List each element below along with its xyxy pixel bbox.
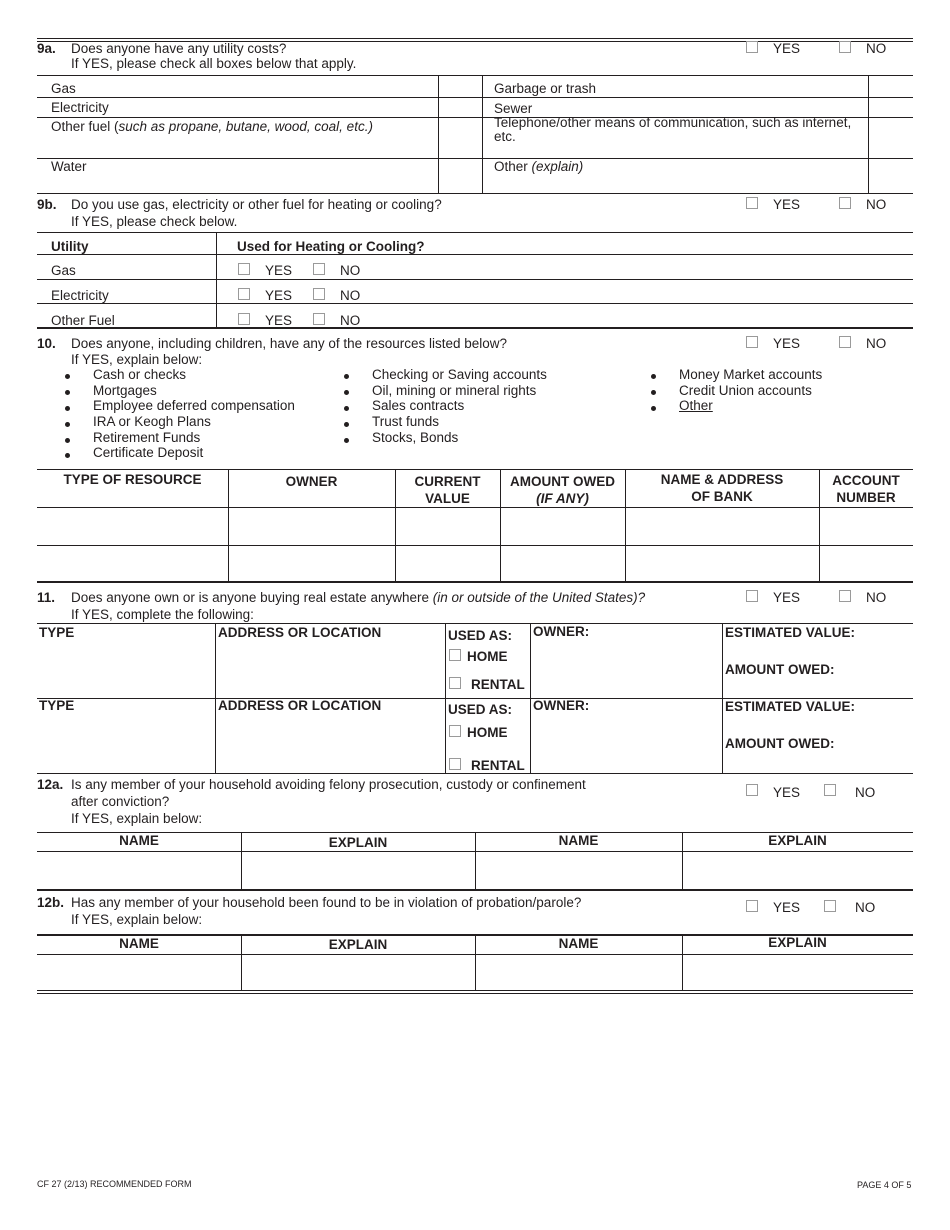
q9b-col-utility: Utility: [51, 239, 89, 254]
q11-row1-address: ADDRESS OR LOCATION: [218, 625, 382, 640]
q12b-no-label: NO: [855, 900, 876, 915]
q12a-no-checkbox[interactable]: [824, 784, 836, 796]
q9a-table-bottom: [37, 193, 913, 194]
q12a-header-name-1: NAME: [119, 833, 159, 848]
q9b-gas-no-label: NO: [340, 263, 361, 278]
q10-question: Does anyone, including children, have any of the resources listed below?: [71, 336, 508, 351]
q11-row2-amount-owed: AMOUNT OWED:: [725, 736, 835, 751]
q9a-no-label: NO: [866, 41, 887, 56]
q9b-other-fuel-yes-label: YES: [265, 313, 293, 328]
q12b-header-name-1: NAME: [119, 936, 159, 951]
q9b-electricity-no-label: NO: [340, 288, 361, 303]
q10-resource-oil: Oil, mining or mineral rights: [372, 383, 537, 398]
q12b-number: 12b.: [37, 895, 65, 910]
q10-header-amount-owed: AMOUNT OWED: [510, 474, 615, 489]
q9b-gas-yes-label: YES: [265, 263, 293, 278]
q9b-no-checkbox[interactable]: [839, 197, 851, 209]
q11-question: [71, 590, 645, 605]
q10-resource-other: Other: [679, 398, 713, 413]
q11-row2-home-checkbox[interactable]: [449, 725, 461, 737]
q11-row1-home-checkbox[interactable]: [449, 649, 461, 661]
q9b-instruction: If YES, please check below.: [71, 214, 238, 229]
q11-row1-owner: OWNER:: [533, 624, 590, 639]
q10-header-if-any: (IF ANY): [536, 491, 589, 506]
q9a-other-label: Other: [494, 159, 532, 174]
bullet: [651, 390, 656, 395]
q10-resource-cd: Certificate Deposit: [93, 445, 204, 460]
q12b-yes-checkbox[interactable]: [746, 900, 758, 912]
q11-yes-label: YES: [773, 590, 801, 605]
q12a-table-row[interactable]: [38, 852, 913, 888]
bullet: [344, 406, 349, 411]
q11-row1-rental-label: RENTAL: [471, 677, 525, 692]
q12a-header-explain-2: EXPLAIN: [768, 833, 827, 848]
q9a-left-checkbox-column[interactable]: [439, 76, 482, 193]
q9b-no-label: NO: [866, 197, 887, 212]
q10-header-value: VALUE: [425, 491, 470, 506]
q10-resource-money-market: Money Market accounts: [679, 367, 823, 382]
bullet: [65, 422, 70, 427]
q10-resource-ira: IRA or Keogh Plans: [93, 414, 211, 429]
footer-form-id: CF 27 (2/13) RECOMMENDED FORM: [37, 1179, 192, 1189]
q11-col-line: [530, 623, 531, 774]
q10-header-current: CURRENT: [414, 474, 481, 489]
q11-row2-owner: OWNER:: [533, 698, 590, 713]
q11-col-line: [722, 623, 723, 774]
q9b-electricity-yes-label: YES: [265, 288, 293, 303]
q12a-header-name-2: NAME: [558, 833, 599, 848]
q10-header-name-address: NAME & ADDRESS: [660, 472, 784, 487]
q9b-other-fuel-no-checkbox[interactable]: [313, 313, 325, 325]
q12b-table-row[interactable]: [38, 955, 913, 989]
q9a-right-checkbox-column[interactable]: [869, 76, 913, 193]
q11-number: 11.: [37, 590, 56, 605]
q12a-header-explain-1: EXPLAIN: [328, 835, 388, 850]
q10-no-label: NO: [866, 336, 887, 351]
q10-resource-cash: Cash or checks: [93, 367, 187, 382]
q10-header-type: TYPE OF RESOURCE: [63, 472, 202, 487]
q12b-header-explain-2: EXPLAIN: [768, 935, 827, 950]
q9a-telephone-cont: etc.: [494, 129, 516, 144]
q10-resource-stocks: Stocks, Bonds: [372, 430, 459, 445]
q11-row2-type: TYPE: [39, 698, 75, 713]
q9b-row-electricity: Electricity: [51, 288, 109, 303]
bullet: [651, 374, 656, 379]
q11-row1-amount-owed: AMOUNT OWED:: [725, 662, 835, 677]
q10-resource-mortgages: Mortgages: [93, 383, 157, 398]
q9b-electricity-yes-checkbox[interactable]: [238, 288, 250, 300]
q9a-other-fuel-examples: such as propane, butane, wood, coal, etc.): [118, 119, 373, 134]
q9a-yes-checkbox[interactable]: [746, 41, 758, 53]
q10-table-bottom: [37, 581, 913, 583]
q9b-row-gas: Gas: [51, 263, 76, 278]
q11-table-top: [37, 623, 913, 624]
bullet: [344, 438, 349, 443]
q9a-instruction: If YES, please check all boxes below that apply.: [71, 56, 357, 71]
q10-resource-sales: Sales contracts: [372, 398, 465, 413]
q9a-other: [494, 159, 583, 174]
q11-row2-rental-checkbox[interactable]: [449, 758, 461, 770]
q11-row2-used-as: USED AS:: [448, 702, 513, 717]
q9b-question: Do you use gas, electricity or other fuel for heating or cooling?: [71, 197, 442, 212]
q11-row2-home-label: HOME: [467, 725, 508, 740]
q12a-yes-label: YES: [773, 785, 801, 800]
q10-yes-label: YES: [773, 336, 801, 351]
q10-resource-credit-union: Credit Union accounts: [679, 383, 812, 398]
q10-number: 10.: [37, 336, 56, 351]
q12a-number: 12a.: [37, 777, 64, 792]
q12b-instruction: If YES, explain below:: [71, 912, 203, 927]
q9b-other-fuel-no-label: NO: [340, 313, 361, 328]
q12b-yes-label: YES: [773, 900, 801, 915]
q10-table-top: [37, 469, 913, 470]
q11-question-text: Does anyone own or is anyone buying real estate anywhere: [71, 590, 433, 605]
q9a-no-checkbox[interactable]: [839, 41, 851, 53]
bullet: [65, 438, 70, 443]
q11-row2-address: ADDRESS OR LOCATION: [218, 698, 382, 713]
q10-header-account: ACCOUNT: [832, 473, 900, 488]
q10-resource-trust: Trust funds: [372, 414, 440, 429]
q9b-row-line: [37, 279, 913, 280]
q9a-electricity: Electricity: [51, 100, 109, 115]
q11-no-label: NO: [866, 590, 887, 605]
q10-header-owner: OWNER: [285, 474, 338, 489]
top-rule: [37, 38, 913, 39]
q9a-other-explain: (explain): [531, 159, 584, 174]
q10-no-checkbox[interactable]: [839, 336, 851, 348]
q12b-table-bottom-2: [37, 993, 913, 994]
q10-resource-deferred-comp: Employee deferred compensation: [93, 398, 295, 413]
q9a-telephone: Telephone/other means of communication, such as internet,: [494, 115, 852, 130]
q9a-water: Water: [51, 159, 87, 174]
q11-col-line: [215, 623, 216, 774]
q12a-yes-checkbox[interactable]: [746, 784, 758, 796]
q11-row1-home-label: HOME: [467, 649, 508, 664]
q11-row1-rental-checkbox[interactable]: [449, 677, 461, 689]
bullet: [65, 390, 70, 395]
q9a-yes-label: YES: [773, 41, 801, 56]
q12b-header-name-2: NAME: [558, 936, 599, 951]
q10-header-number: NUMBER: [836, 490, 896, 505]
q9b-gas-yes-checkbox[interactable]: [238, 263, 250, 275]
q10-resource-retirement: Retirement Funds: [93, 430, 201, 445]
q10-table-row[interactable]: [38, 508, 913, 545]
q10-yes-checkbox[interactable]: [746, 336, 758, 348]
footer-page-number: PAGE 4 OF 5: [857, 1180, 912, 1190]
bullet: [344, 374, 349, 379]
q9b-table-top: [37, 232, 913, 233]
q12a-instruction: If YES, explain below:: [71, 811, 203, 826]
q12a-question-cont: after conviction?: [71, 794, 170, 809]
q9b-row-other-fuel: Other Fuel: [51, 313, 115, 328]
q11-row2-est-value: ESTIMATED VALUE:: [725, 699, 855, 714]
q9b-gas-no-checkbox[interactable]: [313, 263, 325, 275]
q9b-row-line: [37, 303, 913, 304]
q10-resource-checking: Checking or Saving accounts: [372, 367, 547, 382]
q11-yes-checkbox[interactable]: [746, 590, 758, 602]
bullet: [344, 422, 349, 427]
bullet: [65, 406, 70, 411]
q9b-other-fuel-yes-checkbox[interactable]: [238, 313, 250, 325]
q12b-question: Has any member of your household been found to be in violation of probation/parole?: [71, 895, 582, 910]
q11-instruction: If YES, complete the following:: [71, 607, 254, 622]
q11-no-checkbox[interactable]: [839, 590, 851, 602]
q9a-question: Does anyone have any utility costs?: [71, 41, 287, 56]
bullet: [651, 406, 656, 411]
q9b-col-line: [216, 232, 217, 328]
q9b-yes-checkbox[interactable]: [746, 197, 758, 209]
q9b-number: 9b.: [37, 197, 57, 212]
q11-row1-used-as: USED AS:: [448, 628, 513, 643]
q9a-garbage: Garbage or trash: [494, 81, 597, 96]
q12a-no-label: NO: [855, 785, 876, 800]
q10-table-row[interactable]: [38, 546, 913, 581]
q10-instruction: If YES, explain below:: [71, 352, 203, 367]
q9a-number: 9a.: [37, 41, 56, 56]
q9a-other-fuel: [51, 119, 373, 134]
q10-header-of-bank: OF BANK: [691, 489, 753, 504]
bullet: [344, 390, 349, 395]
q9a-gas: Gas: [51, 81, 76, 96]
q9a-other-fuel-label: Other fuel (: [51, 119, 119, 134]
q11-question-location: (in or outside of the United States)?: [432, 590, 646, 605]
q12a-question: Is any member of your household avoiding felony prosecution, custody or confinement: [71, 777, 586, 792]
q9b-table-bottom: [37, 327, 913, 329]
q9b-row-line: [37, 254, 913, 255]
q11-row2-rental-label: RENTAL: [471, 758, 525, 773]
q9b-col-used: Used for Heating or Cooling?: [237, 239, 425, 254]
bullet: [65, 453, 70, 458]
q9a-col-line: [482, 75, 483, 193]
q11-row1-est-value: ESTIMATED VALUE:: [725, 625, 855, 640]
q9b-electricity-no-checkbox[interactable]: [313, 288, 325, 300]
q11-col-line: [445, 623, 446, 774]
q9a-sewer: Sewer: [494, 101, 533, 116]
q12b-header-explain-1: EXPLAIN: [328, 937, 388, 952]
q9b-yes-label: YES: [773, 197, 801, 212]
q11-row1-type: TYPE: [39, 625, 75, 640]
q11-table-bottom: [37, 773, 913, 774]
bullet: [65, 374, 70, 379]
q12b-no-checkbox[interactable]: [824, 900, 836, 912]
